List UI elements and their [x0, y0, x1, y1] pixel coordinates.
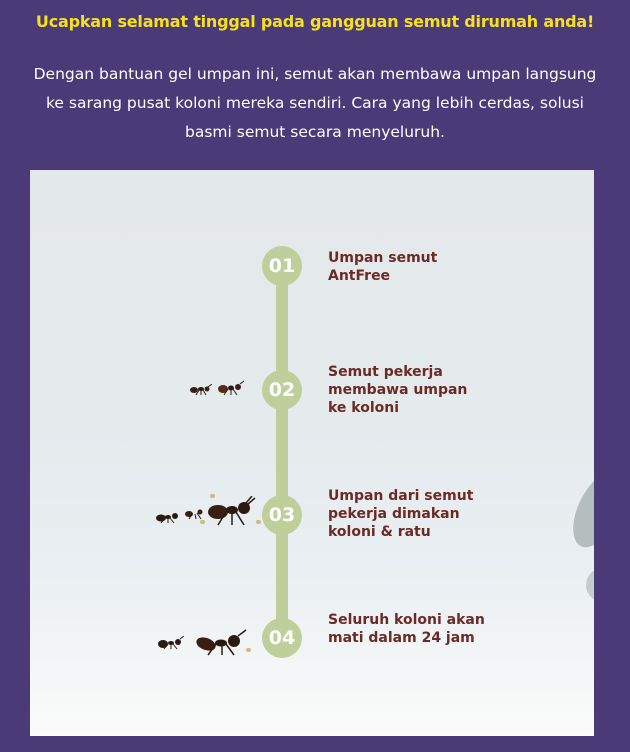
step-1-number: 01	[262, 246, 302, 286]
bait-crumb	[246, 648, 251, 652]
step-2-number: 02	[262, 370, 302, 410]
leaf-shape	[586, 568, 594, 602]
leaf-shape	[563, 465, 594, 554]
step-4-label: Seluruh koloni akan mati dalam 24 jam	[328, 612, 485, 646]
bait-crumb	[256, 520, 261, 524]
ant-icon	[184, 506, 206, 520]
timeline-bar	[276, 266, 288, 636]
step-1-label: Umpan semut AntFree	[328, 250, 438, 284]
bait-crumb	[210, 494, 215, 498]
step-3-number: 03	[262, 495, 302, 535]
ant-bait-illustration-panel	[30, 170, 594, 736]
intro-text: Dengan bantuan gel umpan ini, semut akan membawa umpan langsung ke sarang pusat koloni mereka sendiri. Cara yang lebih cerdas, solusi basmi semut secara menyeluruh.	[33, 65, 597, 141]
ant-icon	[196, 628, 248, 656]
step-3-label: Umpan dari semut pekerja dimakan koloni & ratu	[328, 488, 474, 540]
bait-crumb	[200, 520, 205, 524]
step-4-number: 04	[262, 618, 302, 658]
ant-icon	[158, 636, 184, 650]
ant-icon	[156, 510, 180, 524]
ant-icon	[208, 496, 256, 526]
headline: Ucapkan selamat tinggal pada gangguan semut dirumah anda!	[35, 12, 595, 31]
step-2-label: Semut pekerja membawa umpan ke koloni	[328, 364, 468, 416]
ant-icon	[218, 380, 244, 396]
ant-icon	[190, 384, 212, 396]
